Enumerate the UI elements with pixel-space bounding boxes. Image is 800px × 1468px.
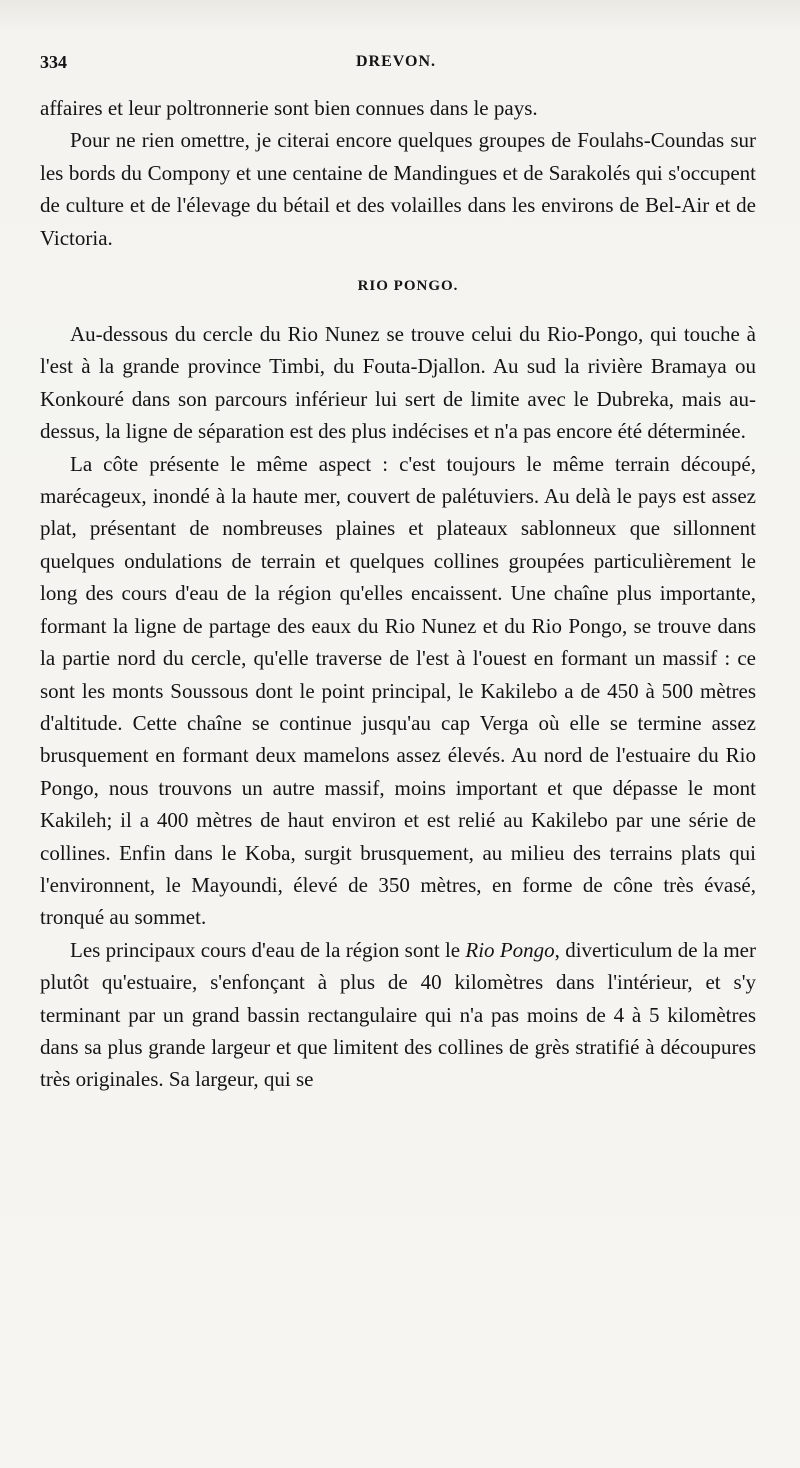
page-number: 334 (40, 52, 67, 72)
paragraph-rivers-start: Les principaux cours d'eau de la région sont le (70, 937, 466, 962)
section-heading: RIO PONGO. (357, 278, 459, 295)
page-body (40, 92, 756, 1096)
river-name-italic: Rio Pongo (465, 937, 555, 962)
paragraph-rivers-end: , diverticulum de la mer plutôt qu'estuaire, s'enfonçant à plus de 40 kilomètres dans l'intérieur, et s'y terminant par un grand bassin rectangulaire qui n'a pas moins de 4 à 5 kilomètres dans sa plus grande largeur et que limitent des collines de grès stratifié à découpures très originales. Sa largeur, qui se (40, 937, 756, 1092)
paragraph-groups: Pour ne rien omettre, je citerai encore quelques groupes de Foulahs-Coundas sur les bords du Compony et une centaine de Mandingues et de Sarakolés qui s'occupent de culture et de l'élevage du bétail et des volailles dans les environs de Bel-Air et de Victoria. (40, 128, 756, 250)
paragraph-location: Au-dessous du cercle du Rio Nunez se trouve celui du Rio-Pongo, qui touche à l'est à la grande province Timbi, du Fouta-Djallon. Au sud la rivière Bramaya ou Konkouré dans son parcours inférieur lui sert de limite avec le Dubreka, mais au-dessus, la ligne de séparation est des plus indécises et n'a pas encore été déterminée. (40, 322, 756, 444)
paragraph-continuation: affaires et leur poltronnerie sont bien connues dans le pays. (40, 96, 538, 120)
paragraph-terrain: La côte présente le même aspect : c'est toujours le même terrain découpé, marécageux, inondé à la haute mer, couvert de palétuviers. Au delà le pays est assez plat, présentant de nombreuses plaines et plateaux sablonneux que sillonnent quelques ondulations de terrain et quelques collines groupées particulièrement le long des cours d'eau de la région qu'elles encaissent. Une chaîne plus importante, formant la ligne de partage des eaux du Rio Nunez et du Rio Pongo, se trouve dans la partie nord du cercle, qu'elle traverse de l'est à l'ouest en formant un massif : ce sont les monts Soussous dont le point principal, le Kakilebo a de 450 à 500 mètres d'altitude. Cette chaîne se continue jusqu'au cap Verga où elle se termine assez brusquement en formant deux mamelons assez élevés. Au nord de l'estuaire du Rio Pongo, nous trouvons un autre massif, moins important et que dépasse le mont Kakileh; il a 400 mètres de haut environ et est relié au Kakilebo par une série de collines. Enfin dans le Koba, surgit brusquement, au milieu des terrains plats qui l'environnent, le Mayoundi, élevé de 350 mètres, en forme de cône très évasé, tronqué au sommet. (40, 451, 756, 930)
running-head: DREVON. (355, 53, 436, 70)
paragraph-rivers (40, 934, 756, 1096)
page-header (40, 52, 752, 78)
